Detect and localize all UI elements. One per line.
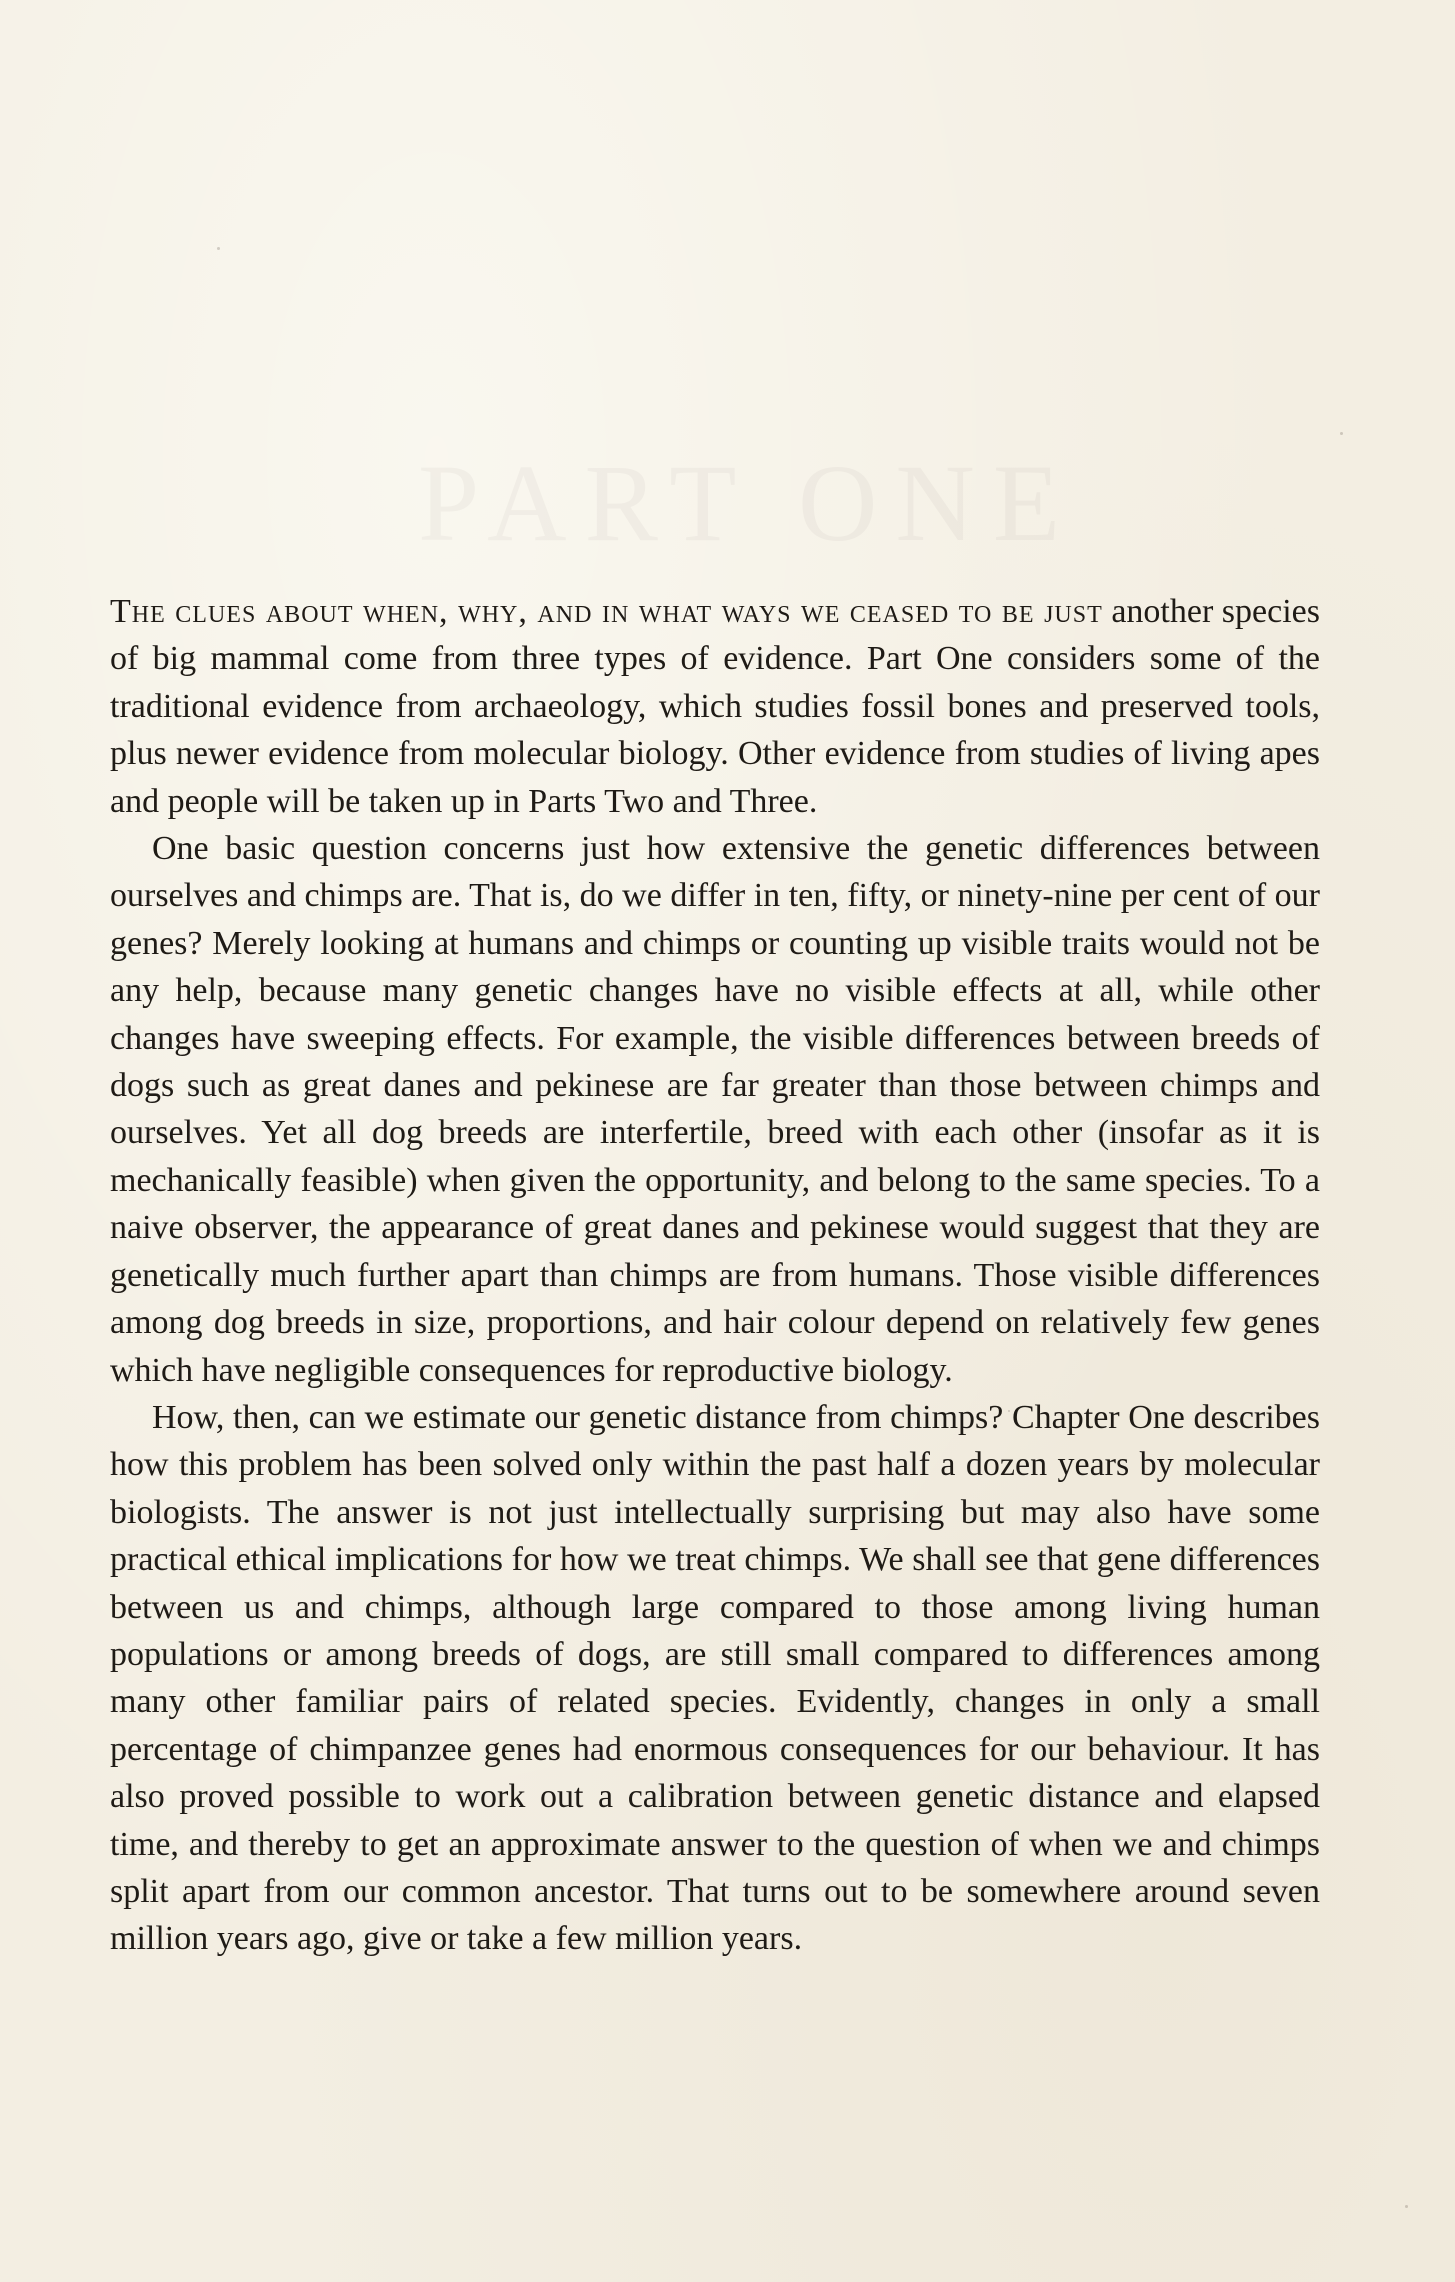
paragraph-3: How, then, can we estimate our genetic distance from chimps? Chapter One describes how this problem has been solved only within the past half a dozen years by molecular biologists. The answer is not just intellectually surprising but may also have some practical ethical implications for how we treat chimps. We shall see that gene differences between us and chimps, although large compared to those among living human populations or among breeds of dogs, are still small compared to differences among many other familiar pairs of related species. Evidently, changes in only a small percentage of chimpanzee genes had enormous consequences for our behaviour. It has also proved possible to work out a calibration between genetic distance and elapsed time, and thereby to get an approximate answer to the question of when we and chimps split apart from our common ancestor. That turns out to be somewhere around seven million years ago, give or take a few million years.	[110, 1398, 1320, 1958]
lead-in: The clues about when, why, and in what ways we ceased to be just	[110, 593, 1103, 630]
paper-fleck	[217, 247, 220, 250]
body-text	[110, 588, 1320, 1963]
paper-fleck	[1340, 432, 1343, 435]
show-through-title: PART ONE	[418, 442, 1079, 564]
paragraph-2: One basic question concerns just how extensive the genetic differences between ourselves and chimps are. That is, do we differ in ten, fifty, or ninety-nine per cent of our genes? Merely looking at humans and chimps or counting up visible traits would not be any help, because many genetic changes have no visible effects at all, while other changes have sweeping effects. For example, the visible differences between breeds of dogs such as great danes and pekinese are far greater than those between chimps and ourselves. Yet all dog breeds are interfertile, breed with each other (insofar as it is mechanically feasible) when given the opportunity, and belong to the same species. To a naive observer, the appearance of great danes and pekinese would suggest that they are genetically much further apart than chimps are from humans. Those visible differences among dog breeds in size, proportions, and hair colour depend on relatively few genes which have negligible consequences for reproductive biology.	[110, 830, 1320, 1389]
paragraph-1-text: another species of big mammal come from three types of evidence. Part One considers some of the traditional evidence from archaeology, which studies fossil bones and preserved tools, plus newer evidence from molecular biology. Other evidence from studies of living apes and people will be taken up in Parts Two and Three.	[110, 593, 1320, 820]
paper-fleck	[1405, 2205, 1408, 2208]
paragraph-1	[110, 588, 1320, 825]
